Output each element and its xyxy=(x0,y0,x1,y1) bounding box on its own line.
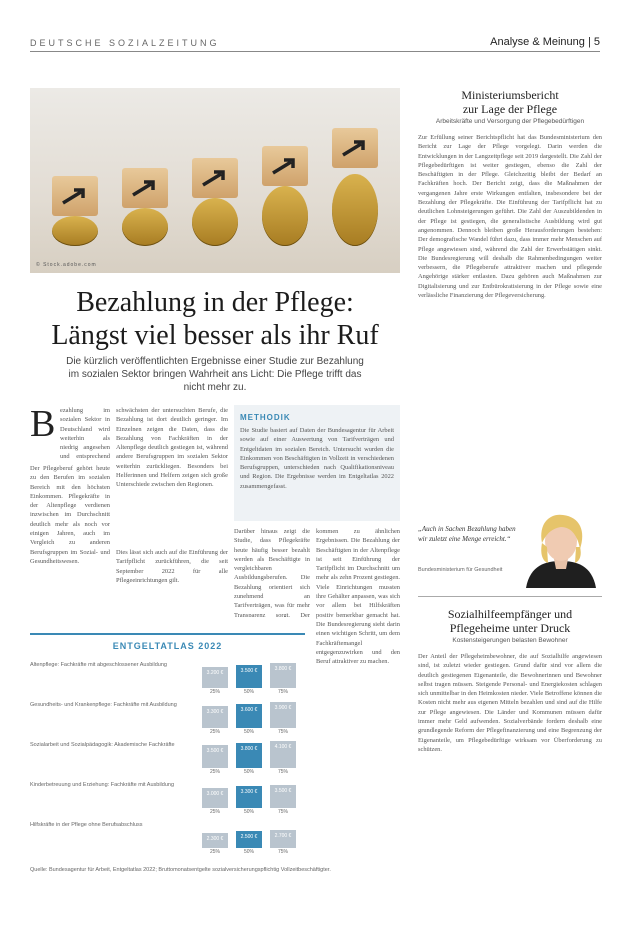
chart-bar xyxy=(236,704,262,728)
chart-bar-value: 3.300 € xyxy=(240,789,258,795)
chart-percentile-label: 25% xyxy=(209,729,220,735)
chart-bar-value: 3.500 € xyxy=(274,788,292,794)
chart-bar xyxy=(270,785,296,808)
arrow-up-icon xyxy=(341,138,369,158)
chart-percentile-label: 75% xyxy=(277,689,288,695)
chart-percentile-label: 75% xyxy=(277,849,288,855)
page-header xyxy=(30,36,600,50)
chart-bar-value: 2.500 € xyxy=(240,834,258,840)
chart-group xyxy=(30,739,305,779)
chart-group-label: Hilfskräfte in der Pflege ohne Berufsabschluss xyxy=(30,822,143,828)
chart-bar xyxy=(270,830,296,848)
chart-bars xyxy=(202,739,302,775)
chart-group-label: Altenpflege: Fachkräfte mit abgeschlossener Ausbildung xyxy=(30,662,167,668)
chart-group-label: Sozialarbeit und Sozialpädagogik: Akademische Fachkräfte xyxy=(30,742,175,748)
methodik-text: Die Studie basiert auf Daten der Bundesagentur für Arbeit sowie auf einer Auswertung von Tarifverträgen und Entgeltdaten im sozialen Bereich. Untersucht wurden die Einkommen von Beschäftigten in Vollzeit in verschiedenen Berufsgruppen, unterschieden nach Qualifikationsniveau und Region. Die Ergebnisse werden im Entgeltatlas 2022 zusammengefasst. xyxy=(240,427,394,490)
chart-percentile-label: 50% xyxy=(243,809,254,815)
chart-bar xyxy=(202,706,228,728)
chart-bar-value: 2.300 € xyxy=(206,836,224,842)
article-column-2-top: schwächsten der untersuchten Berufe, die Bezahlung ist dort deutlich geringer. Im Einzelnen zeigen die Daten, dass die Bezahlung von Fachkräften in der Altenpflege deutlich gestiegen ist, während andere Berufsgruppen im sozialen Sektor weiterhin zurückliegen. Besonders bei Helferinnen und Helfern zeigen sich große Unterschiede zwischen den Regionen. xyxy=(116,407,228,489)
sidebar-bottom-title xyxy=(418,607,602,635)
chart-title: ENTGELTATLAS 2022 xyxy=(112,641,223,651)
pull-quote xyxy=(418,503,602,588)
chart-percentile-label: 25% xyxy=(209,809,220,815)
chart-percentile-label: 50% xyxy=(243,729,254,735)
chart-bars xyxy=(202,819,302,855)
methodik-box xyxy=(234,405,400,521)
chart-bars xyxy=(202,699,302,735)
chart-bar xyxy=(270,741,296,768)
chart-bar xyxy=(202,788,228,808)
chart-percentile-label: 75% xyxy=(277,769,288,775)
headline-line-2: Längst viel besser als ihr Ruf xyxy=(51,320,379,351)
chart-group-label: Kinderbetreuung und Erziehung: Fachkräfte mit Ausbildung xyxy=(30,782,175,788)
article-column-1-intro: ezahlung im sozialen Sektor in Deutschland wird weiterhin als niedrig angesehen und entsprechend xyxy=(60,407,110,461)
quote-source: Bundesministerium für Gesundheit xyxy=(418,567,503,573)
chart-percentile-label: 25% xyxy=(209,769,220,775)
chart-bar-value: 4.100 € xyxy=(274,744,292,750)
headline-line-1: Bezahlung in der Pflege: xyxy=(76,287,354,318)
chart-percentile-label: 50% xyxy=(243,849,254,855)
article-column-2-bottom: Dies lässt sich auch auf die Einführung der Tarifpflicht zurückführen, die seit September 2022 für alle Pflegeeinrichtungen gilt. xyxy=(116,549,228,584)
arrow-up-icon xyxy=(61,186,89,206)
methodik-title: METHODIK xyxy=(240,413,291,422)
chart-bar-value: 3.500 € xyxy=(240,668,258,674)
chart-percentile-label: 75% xyxy=(277,729,288,735)
chart-percentile-label: 75% xyxy=(277,809,288,815)
chart-bar xyxy=(270,702,296,728)
article-headline xyxy=(30,286,400,352)
article-column-4: kommen zu ähnlichen Ergebnissen. Die Bezahlung der Beschäftigten in der Altenpflege ist seit Einführung der Tarifpflicht im Durchschnitt um mehr als zehn Prozent gestiegen. Viele Einrichtungen mussten ihre Gehälter anpassen, was sich vor allem bei Hilfskräften positiv bemerkbar gemacht hat. Die Bundesregierung sieht darin einen wichtigen Schritt, um dem Fachkräftemangel entgegenzuwirken und den Beruf attraktiver zu machen. xyxy=(316,528,400,666)
chart-bar-value: 3.800 € xyxy=(274,666,292,672)
chart-bar xyxy=(202,745,228,768)
chart-bars xyxy=(202,659,302,695)
chart-bar xyxy=(202,667,228,688)
sidebar-title-line-1: Ministeriumsbericht xyxy=(461,88,559,102)
sidebar-social-welfare xyxy=(418,607,602,886)
chart-footnote: Quelle: Bundesagentur für Arbeit, Entgeltatlas 2022; Bruttomonatsentgelte sozialversicherungspflichtig Vollzeitbeschäftigter. xyxy=(30,867,331,873)
chart-bar xyxy=(270,663,296,688)
arrow-up-icon xyxy=(201,168,229,188)
section-label: Analyse & Meinung | 5 xyxy=(490,36,600,48)
sidebar-bottom-title-line-2: Pflegeheime unter Druck xyxy=(449,621,571,635)
chart-group-label: Gesundheits- und Krankenpflege: Fachkräfte mit Ausbildung xyxy=(30,702,177,708)
sidebar-bottom-title-line-1: Sozialhilfeempfänger und xyxy=(447,607,573,621)
sidebar-divider xyxy=(418,596,602,597)
entgeltatlas-chart xyxy=(30,633,305,863)
chart-group xyxy=(30,779,305,819)
chart-bar-value: 3.800 € xyxy=(240,746,258,752)
header-divider xyxy=(30,51,600,52)
publication-name: DEUTSCHE SOZIALZEITUNG xyxy=(30,38,220,48)
chart-percentile-label: 25% xyxy=(209,689,220,695)
sidebar-bottom-subtitle: Kostensteigerungen belasten Bewohner xyxy=(452,637,568,644)
chart-group xyxy=(30,699,305,739)
chart-bar xyxy=(236,743,262,768)
arrow-up-icon xyxy=(271,156,299,176)
chart-bars xyxy=(202,779,302,815)
article-lead: Die kürzlich veröffentlichten Ergebnisse einer Studie zur Bezahlung im sozialen Sektor bringen Wahrheit ans Licht: Die Pflege trifft das nicht mehr zu. xyxy=(66,356,364,393)
sidebar-title xyxy=(418,88,602,116)
sidebar-body: Zur Erfüllung seiner Berichtspflicht hat das Bundesministerium den Bericht zur Lage der Pflege vorgelegt. Darin werden die Entwicklungen in der Langzeitpflege seit 2019 dargestellt. Die Zahl der Pflegebedürftigen ist weiter gestiegen, ebenso die Zahl der Beschäftigten in der Pflege. Gleichzeitig bleibt der Bedarf an Fachkräften hoch. Der Bericht zeigt, dass die Maßnahmen der vergangenen Jahre erste Wirkungen entfalten, insbesondere bei der Bezahlung der Pflegekräfte. Die Einführung der Tarifpflicht hat zu deutlichen Lohnsteigerungen geführt. Die Zahl der Auszubildenden in der Pflege ist gestiegen, die generalistische Ausbildung wird gut angenommen. Dennoch bleiben große Herausforderungen bestehen: Der demografische Wandel führt dazu, dass immer mehr Menschen auf Pflege angewiesen sind, während die Zahl der Erwerbstätigen sinkt. Die Bundesregierung will deshalb die Rahmenbedingungen weiter verbessern, die Pflegeberufe attraktiver machen und pflegende Angehörige stärker entlasten. Dazu gehören auch Maßnahmen zur Digitalisierung und zur Entbürokratisierung in der Pflege sowie eine verlässliche Finanzierung der Pflegeversicherung. xyxy=(418,134,602,300)
article-column-3: Darüber hinaus zeigt die Studie, dass Pflegekräfte heute häufig besser bezahlt werden als Beschäftigte in vergleichbaren Ausbildungsberufen. Die Bezahlung orientiert sich zunehmend an Tarifverträgen, was für mehr Transparenz sorgt. Der xyxy=(234,528,310,617)
sidebar-ministry-report xyxy=(418,88,602,505)
chart-bar-value: 3.300 € xyxy=(206,709,224,715)
sidebar-title-line-2: zur Lage der Pflege xyxy=(462,102,558,116)
sidebar-subtitle: Arbeitskräfte und Versorgung der Pflegebedürftigen xyxy=(435,118,585,125)
quote-text: „Auch in Sachen Bezahlung haben wir zuletzt eine Menge erreicht.“ xyxy=(418,525,516,543)
chart-bar-value: 2.700 € xyxy=(274,833,292,839)
chart-percentile-label: 50% xyxy=(243,689,254,695)
drop-cap: B xyxy=(30,403,56,445)
photo-credit: © Stock.adobe.com xyxy=(36,262,97,268)
portrait-photo xyxy=(520,503,602,588)
chart-bar xyxy=(236,786,262,808)
chart-percentile-label: 25% xyxy=(209,849,220,855)
article-column-1: Der Pflegeberuf gehört heute zu den Berufen im sozialen Bereich mit den höchsten Einkommen. Pflegekräfte in der Altenpflege verdienen inzwischen im Durchschnitt deutlich mehr als noch vor einigen Jahren, auch im Vergleich zu anderen Berufsgruppen im Sozial- und Gesundheitswesen. xyxy=(30,465,110,565)
sidebar-bottom-body: Der Anteil der Pflegeheimbewohner, die auf Sozialhilfe angewiesen sind, ist zuletzt wieder gestiegen. Grund dafür sind vor allem die deutlich gestiegenen Eigenanteile, die Bewohnerinnen und Bewohner selbst tragen müssen. Steigende Personal- und Energiekosten schlagen sich unmittelbar in den Heimkosten nieder. Viele Betroffene können die Kosten nicht mehr aus eigenen Mitteln bezahlen und sind auf die Hilfe zur Pflege angewiesen. Die Länder und Kommunen müssen dafür immer mehr Geld aufwenden. Sozialverbände fordern deshalb eine grundlegende Reform der Pflegefinanzierung und eine Begrenzung der Eigenanteile, um Pflegebedürftige wirksam vor Überforderung zu schützen. xyxy=(418,653,602,753)
chart-bar-value: 3.500 € xyxy=(206,748,224,754)
chart-bar-value: 3.200 € xyxy=(206,670,224,676)
chart-bar xyxy=(236,831,262,848)
chart-bar xyxy=(236,665,262,688)
chart-group xyxy=(30,659,305,699)
arrow-up-icon xyxy=(131,178,159,198)
chart-bar xyxy=(202,833,228,848)
chart-percentile-label: 50% xyxy=(243,769,254,775)
chart-bar-value: 3.900 € xyxy=(274,705,292,711)
chart-bar-value: 3.000 € xyxy=(206,791,224,797)
chart-bar-value: 3.600 € xyxy=(240,707,258,713)
chart-group xyxy=(30,819,305,859)
article-photo xyxy=(30,88,400,273)
